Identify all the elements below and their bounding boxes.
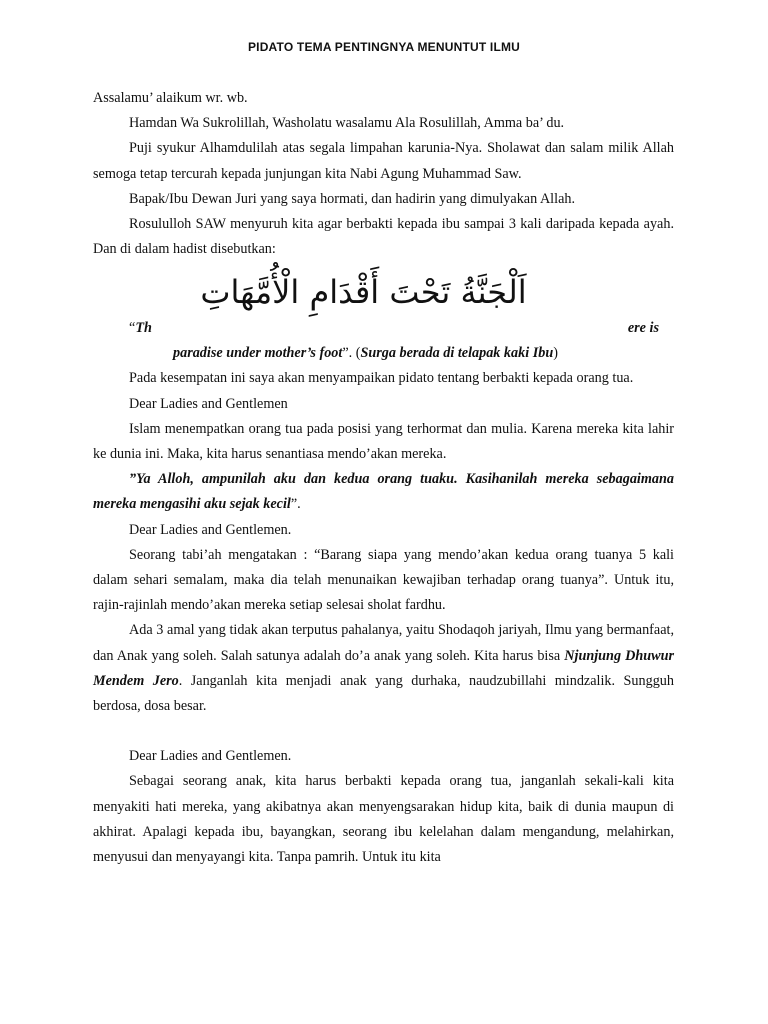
quote-close-paren: ) — [553, 345, 558, 362]
paragraph-bapak-ibu: Bapak/Ibu Dewan Juri yang saya hormati, dan hadirin yang dimulyakan Allah. — [129, 190, 576, 207]
greeting: Assalamu’ alaikum wr. wb. — [93, 90, 248, 106]
quote-left — [129, 316, 152, 341]
arabic-hadith: اَلْجَنَّةُ تَحْتَ أَقْدَامِ الْأُمَّهَاتِ — [200, 273, 527, 312]
hadith-quote-line-2 — [93, 341, 674, 366]
blank-line — [93, 719, 674, 744]
quote-translation: Surga berada di telapak kaki Ibu — [360, 345, 554, 362]
quote-close-mark: ”. ( — [342, 345, 361, 362]
paragraph-hamdan: Hamdan Wa Sukrolillah, Washolatu wasalamu Ala Rosulillah, Amma ba’ du. — [129, 115, 565, 132]
paragraph-rosululloh: Rosululloh SAW menyuruh kita agar berbakti kepada ibu sampai 3 kali daripada kepada ayah. Dan di dalam hadist disebutkan: — [93, 216, 674, 258]
paragraph-sebagai-anak: Sebagai seorang anak, kita harus berbakti kepada orang tua, janganlah sekali-kali kita menyakiti hati mereka, yang akibatnya akan menyengsarakan hidup kita, baik di dunia maupun di akhirat. Apalagi kepada ibu, bayangkan, seorang ibu kelelahan dalam mengandung, melahirkan, menyusui dan menyayangi kita. Tanpa pamrih. Untuk itu kita — [93, 773, 674, 866]
prayer-text: ”Ya Alloh, ampunilah aku dan kedua orang tuaku. Kasihanilah mereka sebagaimana mereka mengasihi aku sejak kecil — [93, 471, 674, 513]
paragraph-pada-kesempatan: Pada kesempatan ini saya akan menyampaikan pidato tentang berbakti kepada orang tua. — [129, 370, 634, 387]
paragraph-ada-3-amal — [93, 618, 674, 719]
quote-english: paradise under mother’s foot — [173, 345, 343, 362]
paragraph-puji-syukur: Puji syukur Alhamdulilah atas segala limpahan karunia-Nya. Sholawat dan salam milik Allah semoga tetap tercurah kepada junjungan kita Nabi Agung Muhammad Saw. — [93, 140, 674, 182]
prayer-quote — [93, 467, 674, 517]
ada-before: Ada 3 amal yang tidak akan terputus pahalanya, yaitu Shodaqoh jariyah, Ilmu yang bermanfaat, dan Anak yang soleh. Salah satunya adalah do’a anak yang soleh. Kita harus bisa — [93, 622, 674, 664]
paragraph-islam: Islam menempatkan orang tua pada posisi yang terhormat dan mulia. Karena mereka kita lahir ke dunia ini. Maka, kita harus senantiasa mendo’akan mereka. — [93, 420, 674, 463]
ada-emphasis: Njunjung Dhuwur Mendem Jero — [93, 647, 674, 689]
dear-ladies-2: Dear Ladies and Gentlemen. — [129, 521, 292, 538]
ada-after: . Janganlah kita menjadi anak yang durhaka, naudzubillahi mindzalik. Sungguh berdosa, dosa besar. — [93, 672, 674, 715]
quote-right-fragment: ere is — [627, 320, 659, 337]
document-title: PIDATO TEMA PENTINGNYA MENUNTUT ILMU — [247, 40, 521, 54]
quote-open-mark: “ — [129, 320, 136, 337]
prayer-end: ”. — [290, 496, 301, 513]
quote-left-fragment: Th — [135, 320, 152, 337]
dear-ladies-1: Dear Ladies and Gentlemen — [129, 395, 288, 412]
dear-ladies-3: Dear Ladies and Gentlemen. — [129, 748, 292, 765]
hadith-quote-line-1 — [93, 316, 674, 341]
document-body — [93, 86, 674, 870]
paragraph-seorang-tabiah: Seorang tabi’ah mengatakan : “Barang siapa yang mendo’akan kedua orang tuanya 5 kali dalam sehari semalam, maka dia telah menunaikan kewajiban terhadap orang tuanya”. Untuk itu, rajin-rajinlah mendo’akan mereka setiap selesai sholat fardhu. — [93, 546, 674, 614]
